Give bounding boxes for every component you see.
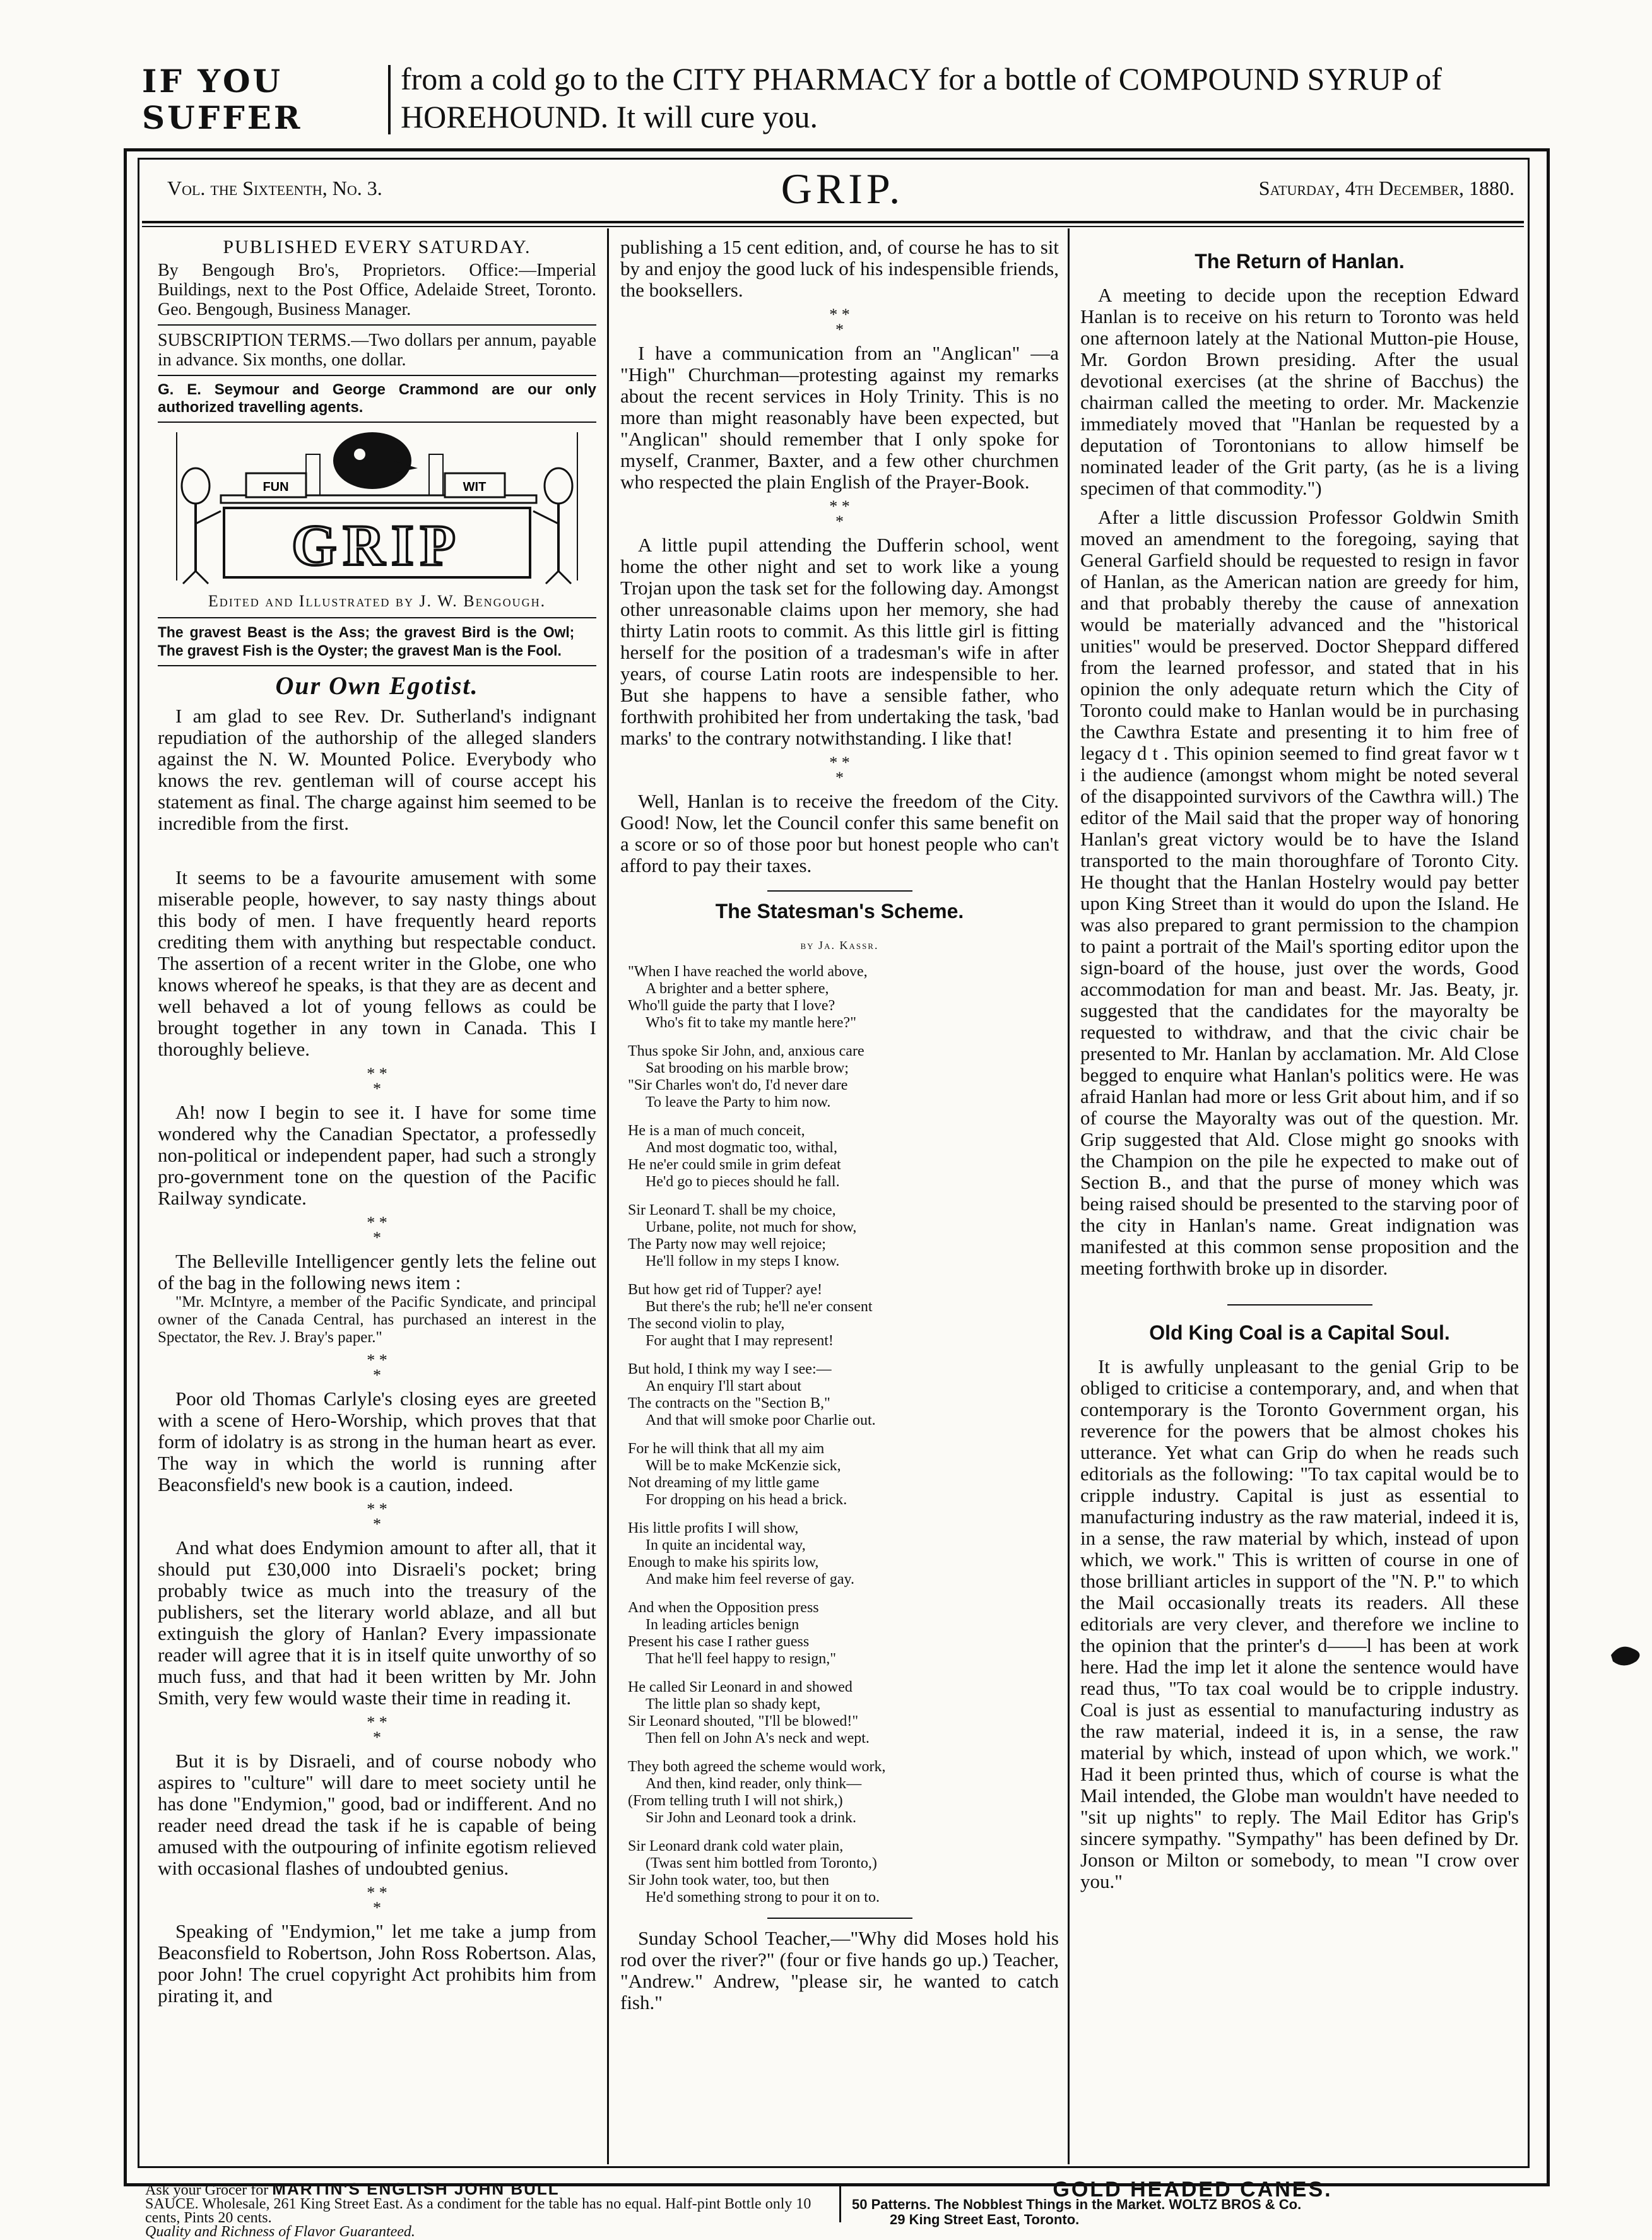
poem-line: But there's the rub; he'll ne'er consent bbox=[646, 1299, 873, 1315]
poem-line: His little profits I will show, bbox=[628, 1520, 799, 1536]
poem-line: In quite an incidental way, bbox=[646, 1537, 806, 1553]
poem-line: A brighter and a better sphere, bbox=[646, 981, 829, 997]
volume-number: Vol. the Sixteenth, No. 3. bbox=[167, 177, 382, 199]
info-rule bbox=[158, 375, 596, 376]
top-ad-divider bbox=[388, 65, 391, 134]
section-rule bbox=[767, 1918, 912, 1919]
editor-caption: Edited and Illustrated by J. W. Bengough. bbox=[208, 592, 546, 610]
poem-line: Not dreaming of my little game bbox=[628, 1475, 820, 1491]
poem-stanza bbox=[620, 1282, 1059, 1350]
poem-stanza bbox=[620, 1361, 1059, 1429]
poem-line: Sir Leonard T. shall be my choice, bbox=[628, 1202, 836, 1218]
column-1 bbox=[158, 237, 596, 2007]
poem-line: And most dogmatic too, withal, bbox=[646, 1140, 837, 1156]
poem-line: And make him feel reverse of gay. bbox=[646, 1571, 854, 1588]
poem-line: "When I have reached the world above, bbox=[628, 964, 868, 980]
column-divider-2 bbox=[1068, 228, 1070, 2164]
poem-stanza bbox=[620, 1838, 1059, 1906]
article-paragraph: A little pupil attending the Dufferin school, went home the other night and set to work like a young Trojan upon the task set for the following day. Amongst other unreasonable claims upon her memory, she had thirty Latin roots to commit. As this little girl is fitting herself for the position of a tradesman's wife in after years, of course Latin roots are indespensible to her. But she happens to have a sensible father, who forthwith prohibited her from undertaking the task, 'bad marks' to the contrary notwithstanding. I like that! bbox=[620, 534, 1059, 749]
column-divider-1 bbox=[607, 228, 609, 2164]
poem-line: For he will think that all my aim bbox=[628, 1441, 825, 1457]
column-3 bbox=[1080, 237, 1519, 1892]
poem-line: He ne'er could smile in grim defeat bbox=[628, 1157, 841, 1173]
article-paragraph: Ah! now I begin to see it. I have for some time wondered why the Canadian Spectator, a professedly non-political or independent paper, had such a strongly pro-government tone on the question of the Pacific Railway syndicate. bbox=[158, 1101, 596, 1209]
section-separator: * * * bbox=[367, 1213, 387, 1247]
article-paragraph: It seems to be a favourite amusement with some miserable people, however, to say nasty things about this body of men. I have frequently heard reports crediting them with anything but respectable conduct. The assertion of a recent writer in the Globe, one who knows whereof he speaks, is that they are as decent and well behaved a lot of young fellows as could be brought together in any town in Canada. This I thoroughly believe. bbox=[158, 866, 596, 1060]
poem-line: Thus spoke Sir John, and, anxious care bbox=[628, 1043, 864, 1059]
poem-line: He is a man of much conceit, bbox=[628, 1123, 805, 1139]
ink-smear bbox=[1608, 1639, 1646, 1671]
article-paragraph: And what does Endymion amount to after all, that it should put £30,000 into Disraeli's pocket; bring probably twice as much into the treasury of the publishers, set the literary world ablaze, and all but extinguish the glory of Hanlan? Every impassionate reader will agree that it is in itself quite unworthy of so much fuss, and that had it been written by Mr. John Smith, very few would waste their time in reading it. bbox=[158, 1536, 596, 1709]
canes-brand: GOLD HEADED CANES. bbox=[1053, 2178, 1333, 2202]
sauce-brand: MARTIN'S ENGLISH JOHN BULL bbox=[272, 2179, 560, 2198]
section-rule bbox=[767, 890, 912, 892]
wit-label: WIT bbox=[463, 480, 487, 494]
poem-line: For dropping on his head a brick. bbox=[646, 1492, 847, 1508]
info-rule bbox=[158, 324, 596, 326]
canes-advertisement: GOLD HEADED CANES. 50 Patterns. The Nobblest Things in the Market. WOLTZ BROS & Co. 29 King Street East, Toronto. bbox=[852, 2182, 1533, 2227]
poem-line: Sir Leonard shouted, "I'll be blowed!" bbox=[628, 1713, 859, 1730]
poem-line: The second violin to play, bbox=[628, 1316, 785, 1332]
bottom-ad-divider bbox=[839, 2184, 841, 2222]
poem-line: An enquiry I'll start about bbox=[646, 1378, 801, 1394]
article-paragraph: But it is by Disraeli, and of course nobody who aspires to "culture" will dare to meet society until he has done "Endymion," good, bad or indifferent. And no reader need dread the task if he is capable of being amused with the outpouring of infinite egotism relieved with occasional flashes of undoubted genius. bbox=[158, 1750, 596, 1879]
poem-line: And when the Opposition press bbox=[628, 1600, 819, 1616]
poem-line: And then, kind reader, only think— bbox=[646, 1776, 862, 1792]
proprietors-notice: By Bengough Bro's, Proprietors. Office:—Imperial Buildings, next to the Post Office, Adelaide Street, Toronto. Geo. Bengough, Business Manager. bbox=[158, 261, 596, 319]
top-ad-text: from a cold go to the CITY PHARMACY for a bottle of COMPOUND SYRUP of HOREHOUND. It will cure you. bbox=[401, 61, 1442, 134]
article-paragraph: publishing a 15 cent edition, and, of course he has to sit by and enjoy the good luck of his indespensible friends, the booksellers. bbox=[620, 236, 1059, 301]
section-title-hanlan: The Return of Hanlan. bbox=[1195, 250, 1405, 273]
issue-date: Saturday, 4th December, 1880. bbox=[1258, 177, 1514, 199]
poem-line: Sir John took water, too, but then bbox=[628, 1872, 830, 1889]
newspaper-title: GRIP. bbox=[781, 165, 904, 213]
article-paragraph: Well, Hanlan is to receive the freedom of the City. Good! Now, let the Council confer this same benefit on a score or so of those poor but honest people who can't afford to pay their taxes. bbox=[620, 790, 1059, 876]
section-title-egotist: Our Own Egotist. bbox=[275, 671, 479, 700]
poem-byline: by Ja. Kassr. bbox=[800, 939, 879, 952]
poem-line: But how get rid of Tupper? aye! bbox=[628, 1282, 822, 1298]
poem-line: Then fell on John A's neck and wept. bbox=[646, 1730, 870, 1747]
agents-notice: G. E. Seymour and George Crammond are our only authorized travelling agents. bbox=[158, 381, 596, 416]
sauce-advertisement: Ask your Grocer for MARTIN'S ENGLISH JOHN BULL SAUCE. Wholesale, 261 King Street East. As a condiment for the table has no equal. Half-pint Bottle only 10 cents, Pints 20 cents. Quality and Richness of Flavor Guaranteed. bbox=[145, 2179, 811, 2240]
article-paragraph: I have a communication from an "Anglican" —a "High" Churchman—protesting against my remarks about the recent services in Holy Trinity. This is no more than might reasonably have been expected, but "Anglican" should remember that I only spoke for myself, Cranmer, Baxter, and a few other churchmen who respected the plain English of the Prayer-Book. bbox=[620, 342, 1059, 493]
poem-line: And that will smoke poor Charlie out. bbox=[646, 1412, 876, 1429]
poem-line: He'd something strong to pour it on to. bbox=[646, 1889, 880, 1906]
article-paragraph: After a little discussion Professor Goldwin Smith moved an amendment to the foregoing, saying that General Garfield should be requested to resign in favor of Hanlan, as the American nation are greedy for him, and that probably thereby the cause of annexation would be materially advanced and the "historical unities" would be preserved. Doctor Sheppard differed from the learned professor, and stated that in his opinion the only adequate return which the City of Toronto could make to Hanlan would be in purchasing the Cawthra Estate and presenting it to him free of legacy d t . This opinion seemed to find great favor w t i the audience (amongst whom might be noted several of the disappointed survivors of the Cawthra will.) The editor of the Mail said that the proper way of honoring Hanlan's great victory would be to have the Island transported to the main thoroughfare of Toronto City. He thought that the Hanlan Hostelry would pay better upon King Street than it would do upon the Island. He was also prepared to grant permission to the champion to paint a portrait of the Mail's sporting editor upon the sign-board of the house, just over the words, Good accommodation for man and beast. Mr. Jas. Beaty, jr. suggested that the candidates for the mayoralty be requested to withdraw, and that the civic chair be presented to Mr. Hanlan by acclamation. Mr. Ald Close begged to enquire what Hanlan's politics were. He was afraid Hanlan had more or less Grit about him, and if so of course the Mayoralty was out of the question. Mr. Grip suggested that Ald. Close might go snooks with the Champion on the pile he expected to make out of Section B., and that the purse of money which was being raised should be presented to the starving poor of the city in Hanlan's name. Great indignation was manifested at this common sense proposition and the meeting forthwith broke up in disorder. bbox=[1080, 506, 1519, 1279]
poem-line: In leading articles benign bbox=[646, 1617, 799, 1633]
poem-line: Sir John and Leonard took a drink. bbox=[646, 1810, 856, 1826]
masthead-rule bbox=[142, 221, 1524, 223]
article-paragraph: Poor old Thomas Carlyle's closing eyes are greeted with a scene of Hero-Worship, which proves that that form of idolatry is as strong in the human heart as ever. The way in which the world is running after Beaconsfield's new book is a caution, indeed. bbox=[158, 1388, 596, 1495]
poem-stanza bbox=[620, 1679, 1059, 1747]
grip-banner-label: GRIP bbox=[292, 513, 462, 577]
published-notice: PUBLISHED EVERY SATURDAY. bbox=[223, 237, 531, 257]
poem-line: Who's fit to take my mantle here?" bbox=[646, 1015, 857, 1031]
section-separator: * * * bbox=[829, 305, 850, 339]
masthead-cartoon bbox=[158, 429, 596, 587]
info-rule bbox=[158, 665, 596, 666]
top-advertisement bbox=[142, 60, 1568, 139]
poem-line: Urbane, polite, not much for show, bbox=[646, 1219, 857, 1235]
poem-line: Sir Leonard drank cold water plain, bbox=[628, 1838, 844, 1854]
article-paragraph: Sunday School Teacher,—"Why did Moses hold his rod over the river?" (four or five hands go up.) Teacher, "Andrew." Andrew, "please sir, he wanted to catch fish." bbox=[620, 1927, 1059, 2013]
grip-cartoon-illustration bbox=[158, 429, 596, 587]
section-separator: * * * bbox=[367, 1500, 387, 1533]
info-rule bbox=[158, 421, 596, 423]
motto: The gravest Beast is the Ass; the gravest Bird is the Owl; The gravest Fish is the Oyster; the gravest Man is the Fool. bbox=[158, 624, 575, 659]
poem-stanza bbox=[620, 1043, 1059, 1111]
poem-line: The Party now may well rejoice; bbox=[628, 1236, 826, 1253]
article-paragraph: A meeting to decide upon the reception Edward Hanlan is to receive on his return to Toronto was held one afternoon lately at the National Mutton-pie House, Mr. Gordon Brown presiding. After the usual devotional exercises (at the shrine of Bacchus) the chairman called the meeting to order. Mr. Mackenzie immediately moved that "Hanlan be requested by a deputation of Torontonians to allow himself be nominated leader of the Grit party, (as he is a living specimen of that commodity.") bbox=[1080, 284, 1519, 499]
section-title-coal: Old King Coal is a Capital Soul. bbox=[1149, 1321, 1450, 1344]
poem bbox=[620, 964, 1059, 1906]
info-rule bbox=[158, 617, 596, 618]
poem-line: The little plan so shady kept, bbox=[646, 1696, 821, 1712]
poem-line: "Sir Charles won't do, I'd never dare bbox=[628, 1077, 848, 1093]
poem-line: The contracts on the "Section B," bbox=[628, 1395, 830, 1412]
poem-stanza bbox=[620, 1123, 1059, 1191]
poem-line: He'll follow in my steps I know. bbox=[646, 1253, 840, 1270]
poem-title: The Statesman's Scheme. bbox=[715, 900, 964, 923]
article-paragraph: Speaking of "Endymion," let me take a jump from Beaconsfield to Robertson, John Ross Robertson. Alas, poor John! The cruel copyright Act prohibits him from pirating it, and bbox=[158, 1920, 596, 2007]
poem-stanza bbox=[620, 1600, 1059, 1668]
poem-line: He called Sir Leonard in and showed bbox=[628, 1679, 853, 1695]
poem-line: To leave the Party to him now. bbox=[646, 1094, 831, 1111]
article-paragraph: It is awfully unpleasant to the genial Grip to be obliged to criticise a contemporary, and, and when that contemporary is the Toronto Government organ, his reverence for the powers that be almost chokes his utterance. Yet what can Grip do when he reads such editorials as the following: "To tax capital would be to cripple industry. Capital is just as essential to manufacturing industry as the raw material, indeed it is, in a sense, the raw material by which, instead of upon which, we work." This is written of course in one of those brilliant articles in support of the "N. P." to which the Mail occasionally treats its readers. All these editorials are very clever, and therefore we incline to the opinion that the printer's d——l has been at work here. Had the imp let it alone the sentence would have read thus, "To tax coal would be to cripple industry. Coal is just as essential to manufacturing industry as the raw material, indeed it is, in a sense, the raw material by which, instead of upon which, we work." Had it been printed thus, which of course is what the Mail intended, the Globe man wouldn't have needed to "sit up nights" to reply. The Mail Editor has Grip's sincere sympathy. "Sympathy" has been defined by Dr. Jonson or Milton or somebody, to mean "I crow over you." bbox=[1080, 1355, 1519, 1892]
poem-line: But hold, I think my way I see:— bbox=[628, 1361, 832, 1377]
masthead-rule-thin bbox=[142, 226, 1524, 227]
poem-stanza bbox=[620, 1520, 1059, 1588]
poem-line: (From telling truth I will not shirk,) bbox=[628, 1793, 843, 1809]
poem-line: Enough to make his spirits low, bbox=[628, 1554, 819, 1571]
section-separator: * * * bbox=[829, 497, 850, 531]
poem-stanza bbox=[620, 1202, 1059, 1270]
poem-line: For aught that I may represent! bbox=[646, 1333, 834, 1349]
section-separator: * * * bbox=[829, 753, 850, 787]
quoted-news-item: "Mr. McIntyre, a member of the Pacific Syndicate, and principal owner of the Canada Central, has purchased an interest in the Spectator, the Rev. J. Bray's paper." bbox=[158, 1294, 596, 1346]
column-2 bbox=[620, 237, 1059, 2013]
masthead bbox=[158, 164, 1527, 221]
article-paragraph: I am glad to see Rev. Dr. Sutherland's indignant repudiation of the authorship of the alleged slanders against the N. W. Mounted Police. Everybody who knows the rev. gentleman will of course accept his statement as final. The charge against him seemed to be incredible from the first. bbox=[158, 705, 596, 834]
poem-stanza bbox=[620, 1759, 1059, 1827]
fun-label: FUN bbox=[263, 480, 289, 494]
section-separator: * * * bbox=[367, 1883, 387, 1917]
section-separator: * * * bbox=[367, 1351, 387, 1384]
poem-stanza bbox=[620, 1441, 1059, 1509]
poem-line: Present his case I rather guess bbox=[628, 1634, 810, 1650]
section-separator: * * * bbox=[367, 1064, 387, 1098]
publication-info bbox=[158, 237, 596, 423]
poem-stanza bbox=[620, 964, 1059, 1032]
section-rule bbox=[1227, 1304, 1372, 1306]
poem-line: Will be to make McKenzie sick, bbox=[646, 1458, 841, 1474]
poem-line: That he'll feel happy to resign," bbox=[646, 1651, 837, 1667]
poem-line: He'd go to pieces should he fall. bbox=[646, 1174, 840, 1190]
section-separator: * * * bbox=[367, 1713, 387, 1747]
poem-line: Who'll guide the party that I love? bbox=[628, 998, 835, 1014]
subscription-terms: SUBSCRIPTION TERMS.—Two dollars per annum, payable in advance. Six months, one dollar. bbox=[158, 331, 596, 370]
poem-line: Sat brooding on his marble brow; bbox=[646, 1060, 849, 1076]
bottom-advertisements bbox=[145, 2178, 1533, 2240]
poem-line: They both agreed the scheme would work, bbox=[628, 1759, 886, 1775]
article-paragraph: The Belleville Intelligencer gently lets the feline out of the bag in the following news item : bbox=[158, 1250, 596, 1294]
top-ad-heading: IF YOU SUFFER bbox=[142, 62, 303, 136]
poem-line: (Twas sent him bottled from Toronto,) bbox=[646, 1855, 877, 1872]
